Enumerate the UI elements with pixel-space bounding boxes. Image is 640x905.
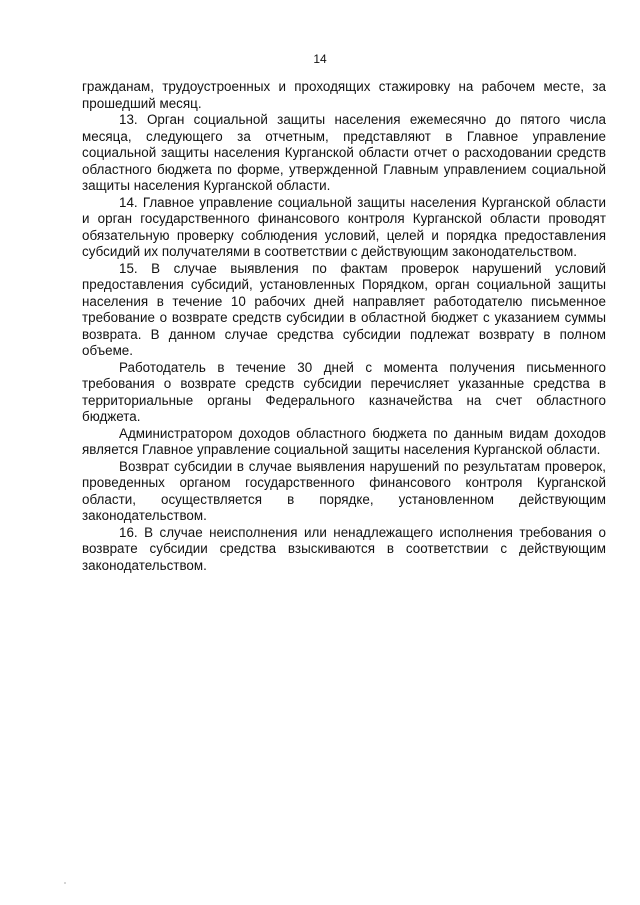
paragraph-continuation: гражданам, трудоустроенных и проходящих стажировку на рабочем месте, за прошедший месяц. — [82, 79, 606, 111]
paragraph-refund-procedure: Возврат субсидии в случае выявления нарушений по результатам проверок, проведенных органом государственного финансового контроля Курганской области, осуществляется в порядке, установленном действующим законодательством. — [82, 458, 606, 523]
page-number: 14 — [313, 52, 327, 66]
paragraph-clause-14: 14. Главное управление социальной защиты населения Курганской области и орган государственного финансового контроля Курганской области проводят обязательную проверку соблюдения условий, целей и порядка предоставления субсидий их получателями в соответствии с действующим законодательством. — [82, 194, 606, 259]
document-body — [82, 79, 606, 574]
paragraph-clause-13: 13. Орган социальной защиты населения ежемесячно до пятого числа месяца, следующего за отчетным, представляют в Главное управление социальной защиты населения Курганской области отчет о расходовании средств областного бюджета по форме, утвержденной Главным управлением социальной защиты населения Курганской области. — [82, 112, 606, 193]
paragraph-employer-refund: Работодатель в течение 30 дней с момента получения письменного требования о возврате средств субсидии перечисляет указанные средства в территориальные органы Федерального казначейства на счет областного бюджета. — [82, 359, 606, 424]
paragraph-clause-15: 15. В случае выявления по фактам проверок нарушений условий предоставления субсидий, установленных Порядком, орган социальной защиты населения в течение 10 рабочих дней направляет работодателю письменное требование о возврате средств субсидии в областной бюджет с указанием суммы возврата. В данном случае средства субсидии подлежат возврату в полном объеме. — [82, 260, 606, 358]
paragraph-clause-16: 16. В случае неисполнения или ненадлежащего исполнения требования о возврате субсидии средства взыскиваются в соответствии с действующим законодательством. — [82, 524, 606, 573]
paragraph-revenue-administrator: Администратором доходов областного бюджета по данным видам доходов является Главное управление социальной защиты населения Курганской области. — [82, 425, 606, 457]
scan-speck — [64, 882, 66, 884]
